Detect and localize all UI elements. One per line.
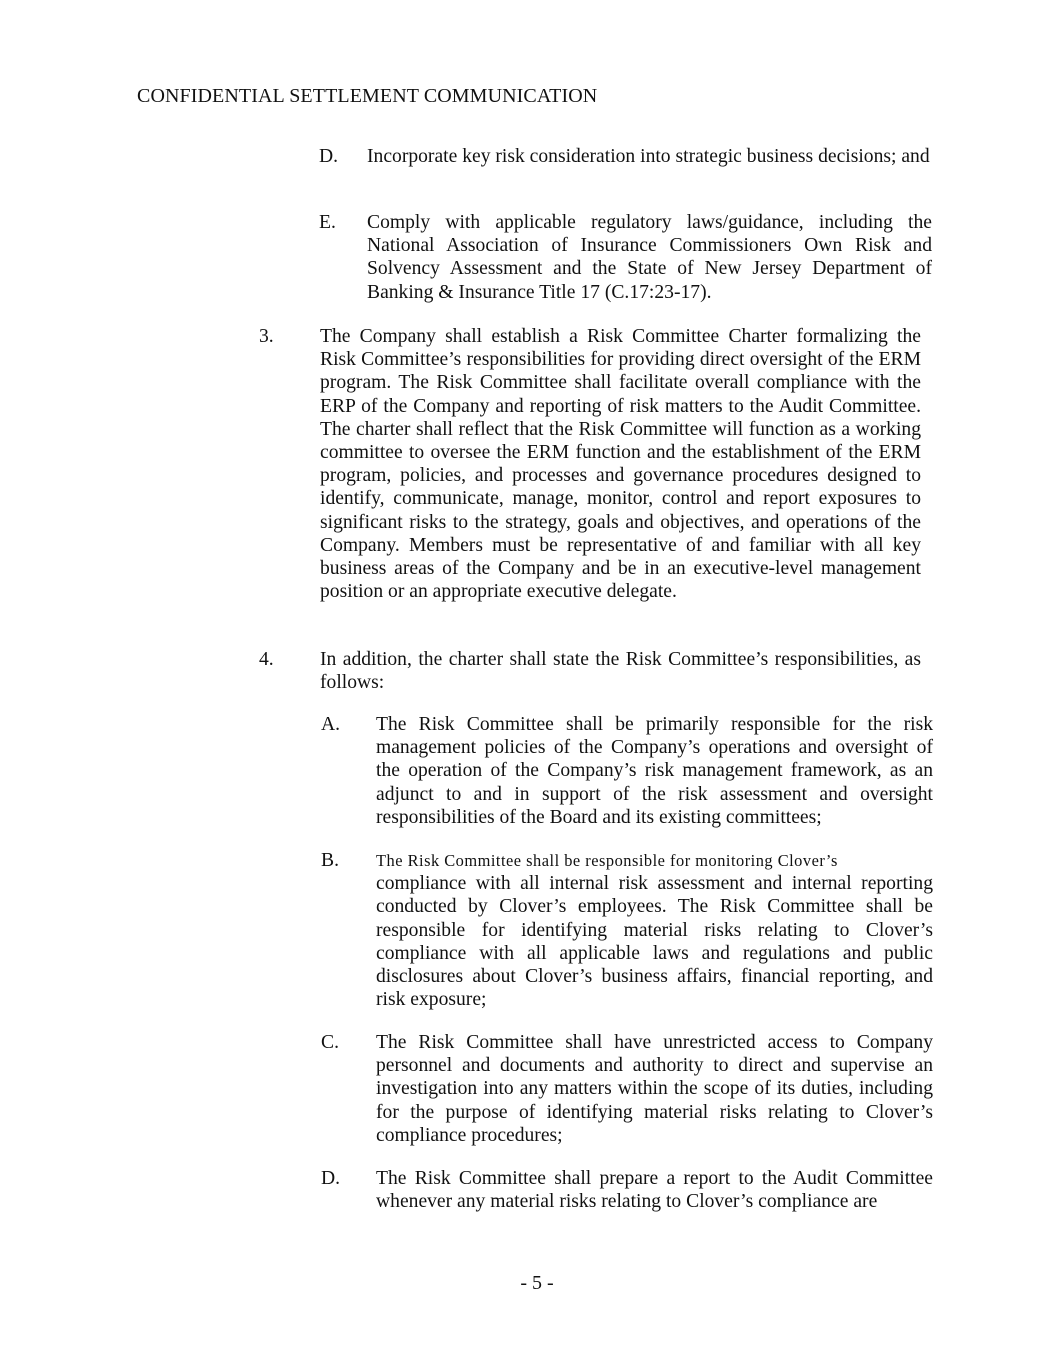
item-text: Comply with applicable regulatory laws/guidance, including the National Association of Insurance Commissioners Own Risk and Solvency Assessment and the State of New Jersey Department of Banking & Insurance Title 17 (C.17:23-17). (367, 212, 932, 303)
page-number: - 5 - (520, 1272, 554, 1294)
paragraph-text: In addition, the charter shall state the Risk Committee’s responsibilities, as follows: (320, 649, 921, 694)
page-footer (0, 1271, 1064, 1295)
item-text: compliance with all internal risk assessment and internal reporting conducted by Clover’s employees. The Risk Committee shall be responsible for identifying material risks relating to Clover’s compliance with all applicable laws and regulations and public disclosures about Clover’s business affairs, financial reporting, and risk exposure; (376, 873, 933, 1011)
item-text-block (376, 849, 933, 1011)
item-marker: C. (321, 1032, 339, 1053)
item-text: The Risk Committee shall be primarily responsible for the risk management policies of the Company’s operations and oversight of the operation of the Company’s risk management framework, as an adjunct to and in support of the risk assessment and oversight responsibilities of the Board and its existing committees; (376, 714, 933, 828)
item-text: The Risk Committee shall prepare a report to the Audit Committee whenever any material risks relating to Clover’s compliance are (376, 1168, 933, 1213)
item-marker: B. (321, 850, 339, 871)
paragraph-number: 3. (259, 326, 274, 347)
paragraph-text: The Company shall establish a Risk Committee Charter formalizing the Risk Committee’s responsibilities for providing direct oversight of the ERM program. The Risk Committee shall facilitate overall compliance with the ERP of the Company and reporting of risk matters to the Audit Committee. The charter shall reflect that the Risk Committee will function as a working committee to oversee the ERM function and the establishment of the ERM program, policies, and processes and governance procedures designed to identify, communicate, manage, monitor, control and report exposures to significant risks to the strategy, goals and objectives, and operations of the Company. Members must be representative of and familiar with all key business areas of the Company and be in an executive-level management position or an appropriate executive delegate. (320, 326, 921, 603)
item-text-first-line: The Risk Committee shall be responsible for monitoring Clover’s (376, 851, 838, 870)
item-marker: D. (319, 146, 339, 167)
item-text: Incorporate key risk consideration into strategic business decisions; and (367, 146, 930, 167)
item-marker: A. (321, 714, 341, 735)
item-marker: D. (321, 1168, 341, 1189)
item-marker: E. (319, 212, 336, 233)
item-text: The Risk Committee shall have unrestricted access to Company personnel and documents and authority to direct and supervise an investigation into any matters within the scope of its duties, including for the purpose of identifying material risks relating to Clover’s compliance procedures; (376, 1032, 933, 1146)
paragraph-number: 4. (259, 649, 274, 670)
page-header: CONFIDENTIAL SETTLEMENT COMMUNICATION (137, 85, 598, 107)
